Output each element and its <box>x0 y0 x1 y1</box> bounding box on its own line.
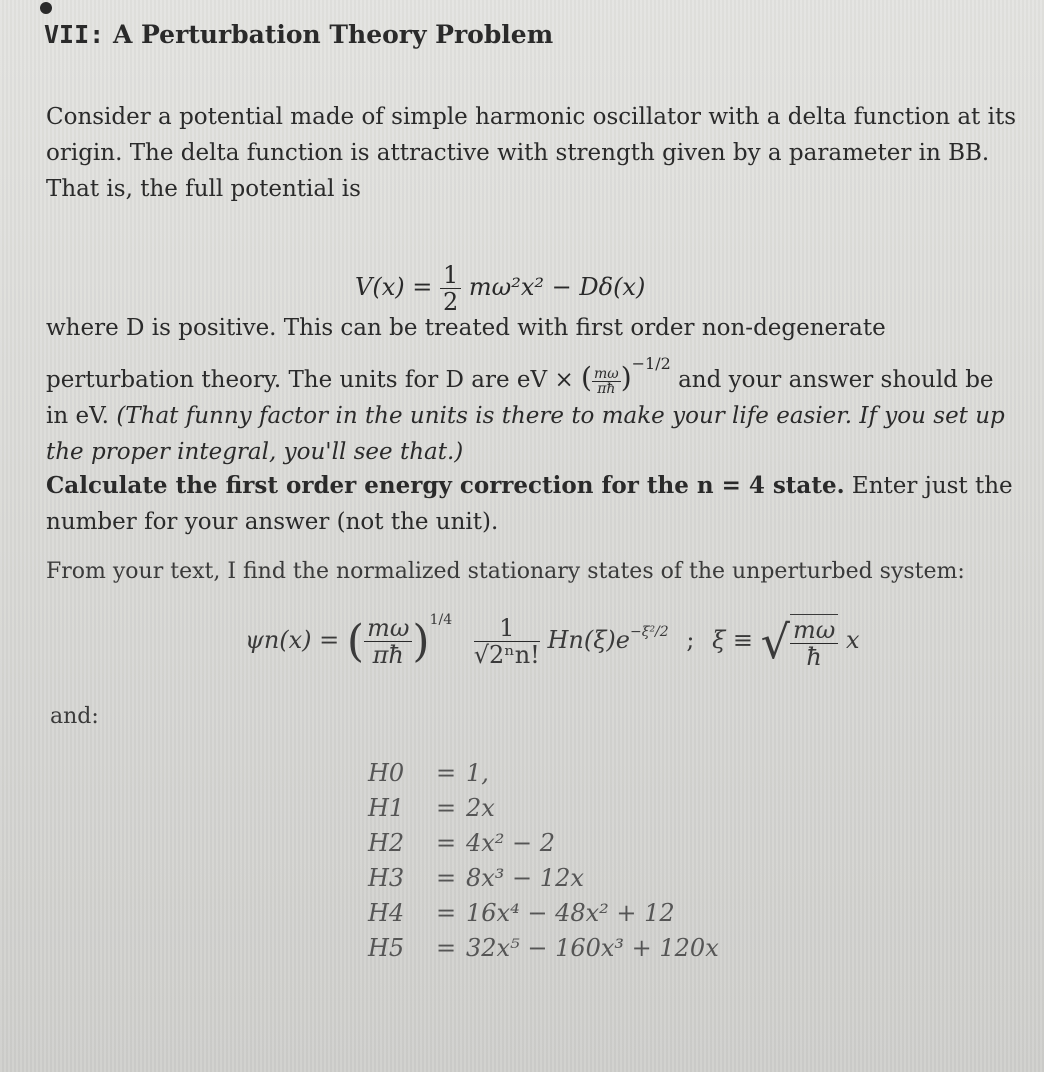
units-text-part1: where D is positive. This can be treated with first order non-degenerate perturbation theory. The units for D are eV × <box>46 315 886 393</box>
problem-number: VII: <box>44 20 105 49</box>
potential-equation <box>355 262 645 315</box>
polynomial-name: H1 <box>368 794 405 822</box>
sqrt-icon: √ <box>760 614 790 669</box>
and-label: and: <box>50 704 99 729</box>
xi-fraction-numerator: mω <box>790 617 838 644</box>
task-paragraph <box>46 468 1016 540</box>
polynomial-expression: 2x <box>466 794 495 822</box>
bullet-icon <box>40 2 52 14</box>
units-text-part2: and your answer should be in eV. <box>46 367 994 429</box>
normalization-numerator: 1 <box>474 615 540 642</box>
units-factor-exponent: −1/2 <box>631 354 671 373</box>
polynomial-row: H4 = 16x⁴ − 48x² + 12 <box>368 896 719 931</box>
units-factor-denominator: πħ <box>597 380 616 397</box>
polynomial-expression: 1, <box>466 759 489 787</box>
problem-title: A Perturbation Theory Problem <box>112 20 554 49</box>
polynomial-expression: 8x³ − 12x <box>466 864 584 892</box>
gaussian-exponent: −ξ²/2 <box>630 624 669 640</box>
wavefunction-factor-exponent: 1/4 <box>429 612 453 628</box>
normalization-denominator: √2ⁿn! <box>473 641 540 669</box>
hermite-exponential: Hn(ξ)e <box>547 626 630 654</box>
stationary-states-intro: From your text, I find the normalized stationary states of the unperturbed system: <box>46 559 965 584</box>
problem-heading <box>44 20 553 49</box>
xi-fraction-denominator: ħ <box>806 642 822 671</box>
hermite-polynomials-table <box>368 756 719 966</box>
polynomial-name: H4 <box>368 899 405 927</box>
polynomial-expression: 32x⁵ − 160x³ + 120x <box>466 934 719 962</box>
polynomial-row: H0 = 1, <box>368 756 719 791</box>
polynomial-name: H5 <box>368 934 405 962</box>
half-fraction-denominator: 2 <box>442 288 459 316</box>
polynomial-name: H3 <box>368 864 405 892</box>
polynomial-name: H2 <box>368 829 405 857</box>
task-instruction: Calculate the first order energy correction for the n = 4 state. <box>46 472 845 499</box>
units-italic-note: (That funny factor in the units is there to make your life easier. If you set up the proper integral, you'll see that.) <box>46 403 1005 465</box>
units-factor: ( $\frac{m\omega}{\pi ħ}$ )$^{-1/2}$ <box>581 354 671 397</box>
normalization-fraction <box>474 615 540 668</box>
wavefunction-factor <box>364 615 412 668</box>
equation-separator: ; <box>686 626 695 654</box>
polynomial-row: H5 = 32x⁵ − 160x³ + 120x <box>368 931 719 966</box>
xi-fraction <box>790 614 838 670</box>
task-answer-note: Enter just the number for your answer (not the unit). <box>46 473 1013 535</box>
units-paragraph <box>46 310 1016 470</box>
polynomial-name: H0 <box>368 759 405 787</box>
polynomial-expression: 16x⁴ − 48x² + 12 <box>466 899 675 927</box>
potential-lhs: V(x) = <box>355 273 433 301</box>
polynomial-expression: 4x² − 2 <box>466 829 556 857</box>
wavefunction-factor-numerator: mω <box>364 615 412 642</box>
polynomial-row: H2 = 4x² − 2 <box>368 826 719 861</box>
polynomial-row: H1 = 2x <box>368 791 719 826</box>
polynomial-row: H3 = 8x³ − 12x <box>368 861 719 896</box>
wavefunction-lhs: ψn(x) = <box>245 626 340 654</box>
xi-variable: x <box>845 626 860 654</box>
wavefunction-factor-denominator: πħ <box>372 641 404 669</box>
half-fraction <box>440 262 461 315</box>
wavefunction-equation: ψn(x) = ( $\frac{m\omega}{\pi ħ}$ )$^{1/4}$ $\frac{1}{\text{√2ⁿn!}}$ $Hn(\xi)e^{-\xi^2/2}$ ; ξ ≡ √ $\frac{m\omega}{ħ}$ x <box>245 612 860 671</box>
potential-rhs: mω²x² − Dδ(x) <box>468 273 646 301</box>
units-factor-numerator: mω <box>593 365 619 382</box>
intro-paragraph: Consider a potential made of simple harmonic oscillator with a delta function at its origin. The delta function is attractive with strength given by a parameter in BB. That is, the full potential is <box>46 104 1016 202</box>
half-fraction-numerator: 1 <box>440 262 461 289</box>
xi-definition-lhs: ξ ≡ <box>712 626 754 654</box>
